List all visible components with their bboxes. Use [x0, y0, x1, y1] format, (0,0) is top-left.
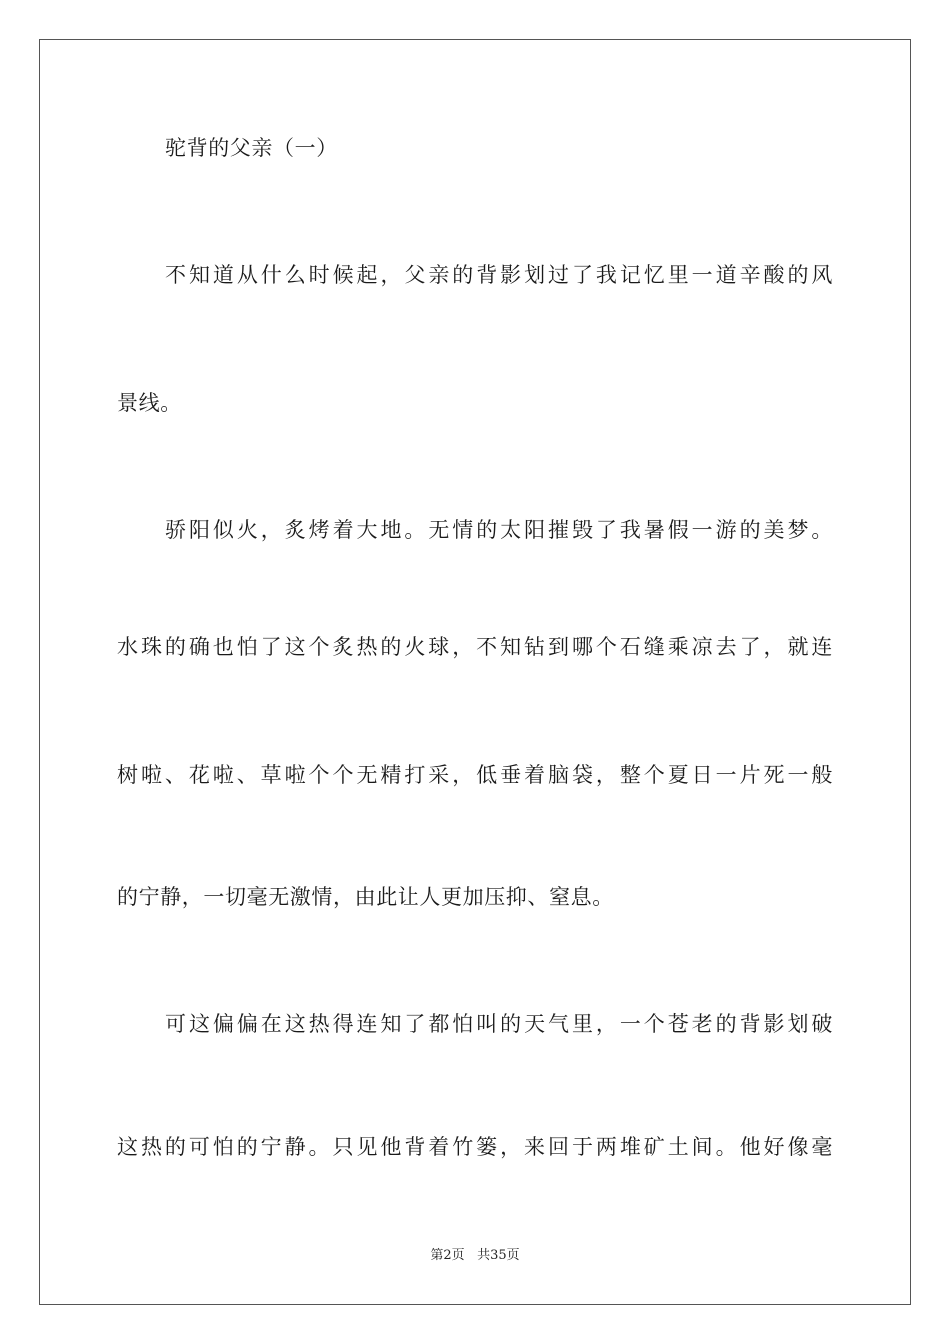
document-title: 驼背的父亲（一） — [165, 136, 338, 160]
page-border — [39, 39, 911, 1305]
paragraph-line: 骄阳似火，炙烤着大地。无情的太阳摧毁了我暑假一游的美梦。 — [165, 518, 833, 542]
page-number: 第2页 — [430, 1248, 465, 1263]
paragraph-line: 景线。 — [117, 391, 182, 415]
page-footer — [0, 1247, 950, 1265]
paragraph-line: 不知道从什么时候起，父亲的背影划过了我记忆里一道辛酸的风 — [165, 263, 833, 287]
paragraph-line: 水珠的确也怕了这个炙热的火球，不知钻到哪个石缝乘凉去了，就连 — [117, 635, 833, 659]
page-total: 共35页 — [477, 1248, 520, 1263]
paragraph-line: 可这偏偏在这热得连知了都怕叫的天气里，一个苍老的背影划破 — [165, 1012, 833, 1036]
paragraph-line: 的宁静，一切毫无激情，由此让人更加压抑、窒息。 — [117, 885, 614, 909]
paragraph-line: 树啦、花啦、草啦个个无精打采，低垂着脑袋，整个夏日一片死一般 — [117, 763, 833, 787]
paragraph-line: 这热的可怕的宁静。只见他背着竹篓，来回于两堆矿土间。他好像毫 — [117, 1135, 833, 1159]
